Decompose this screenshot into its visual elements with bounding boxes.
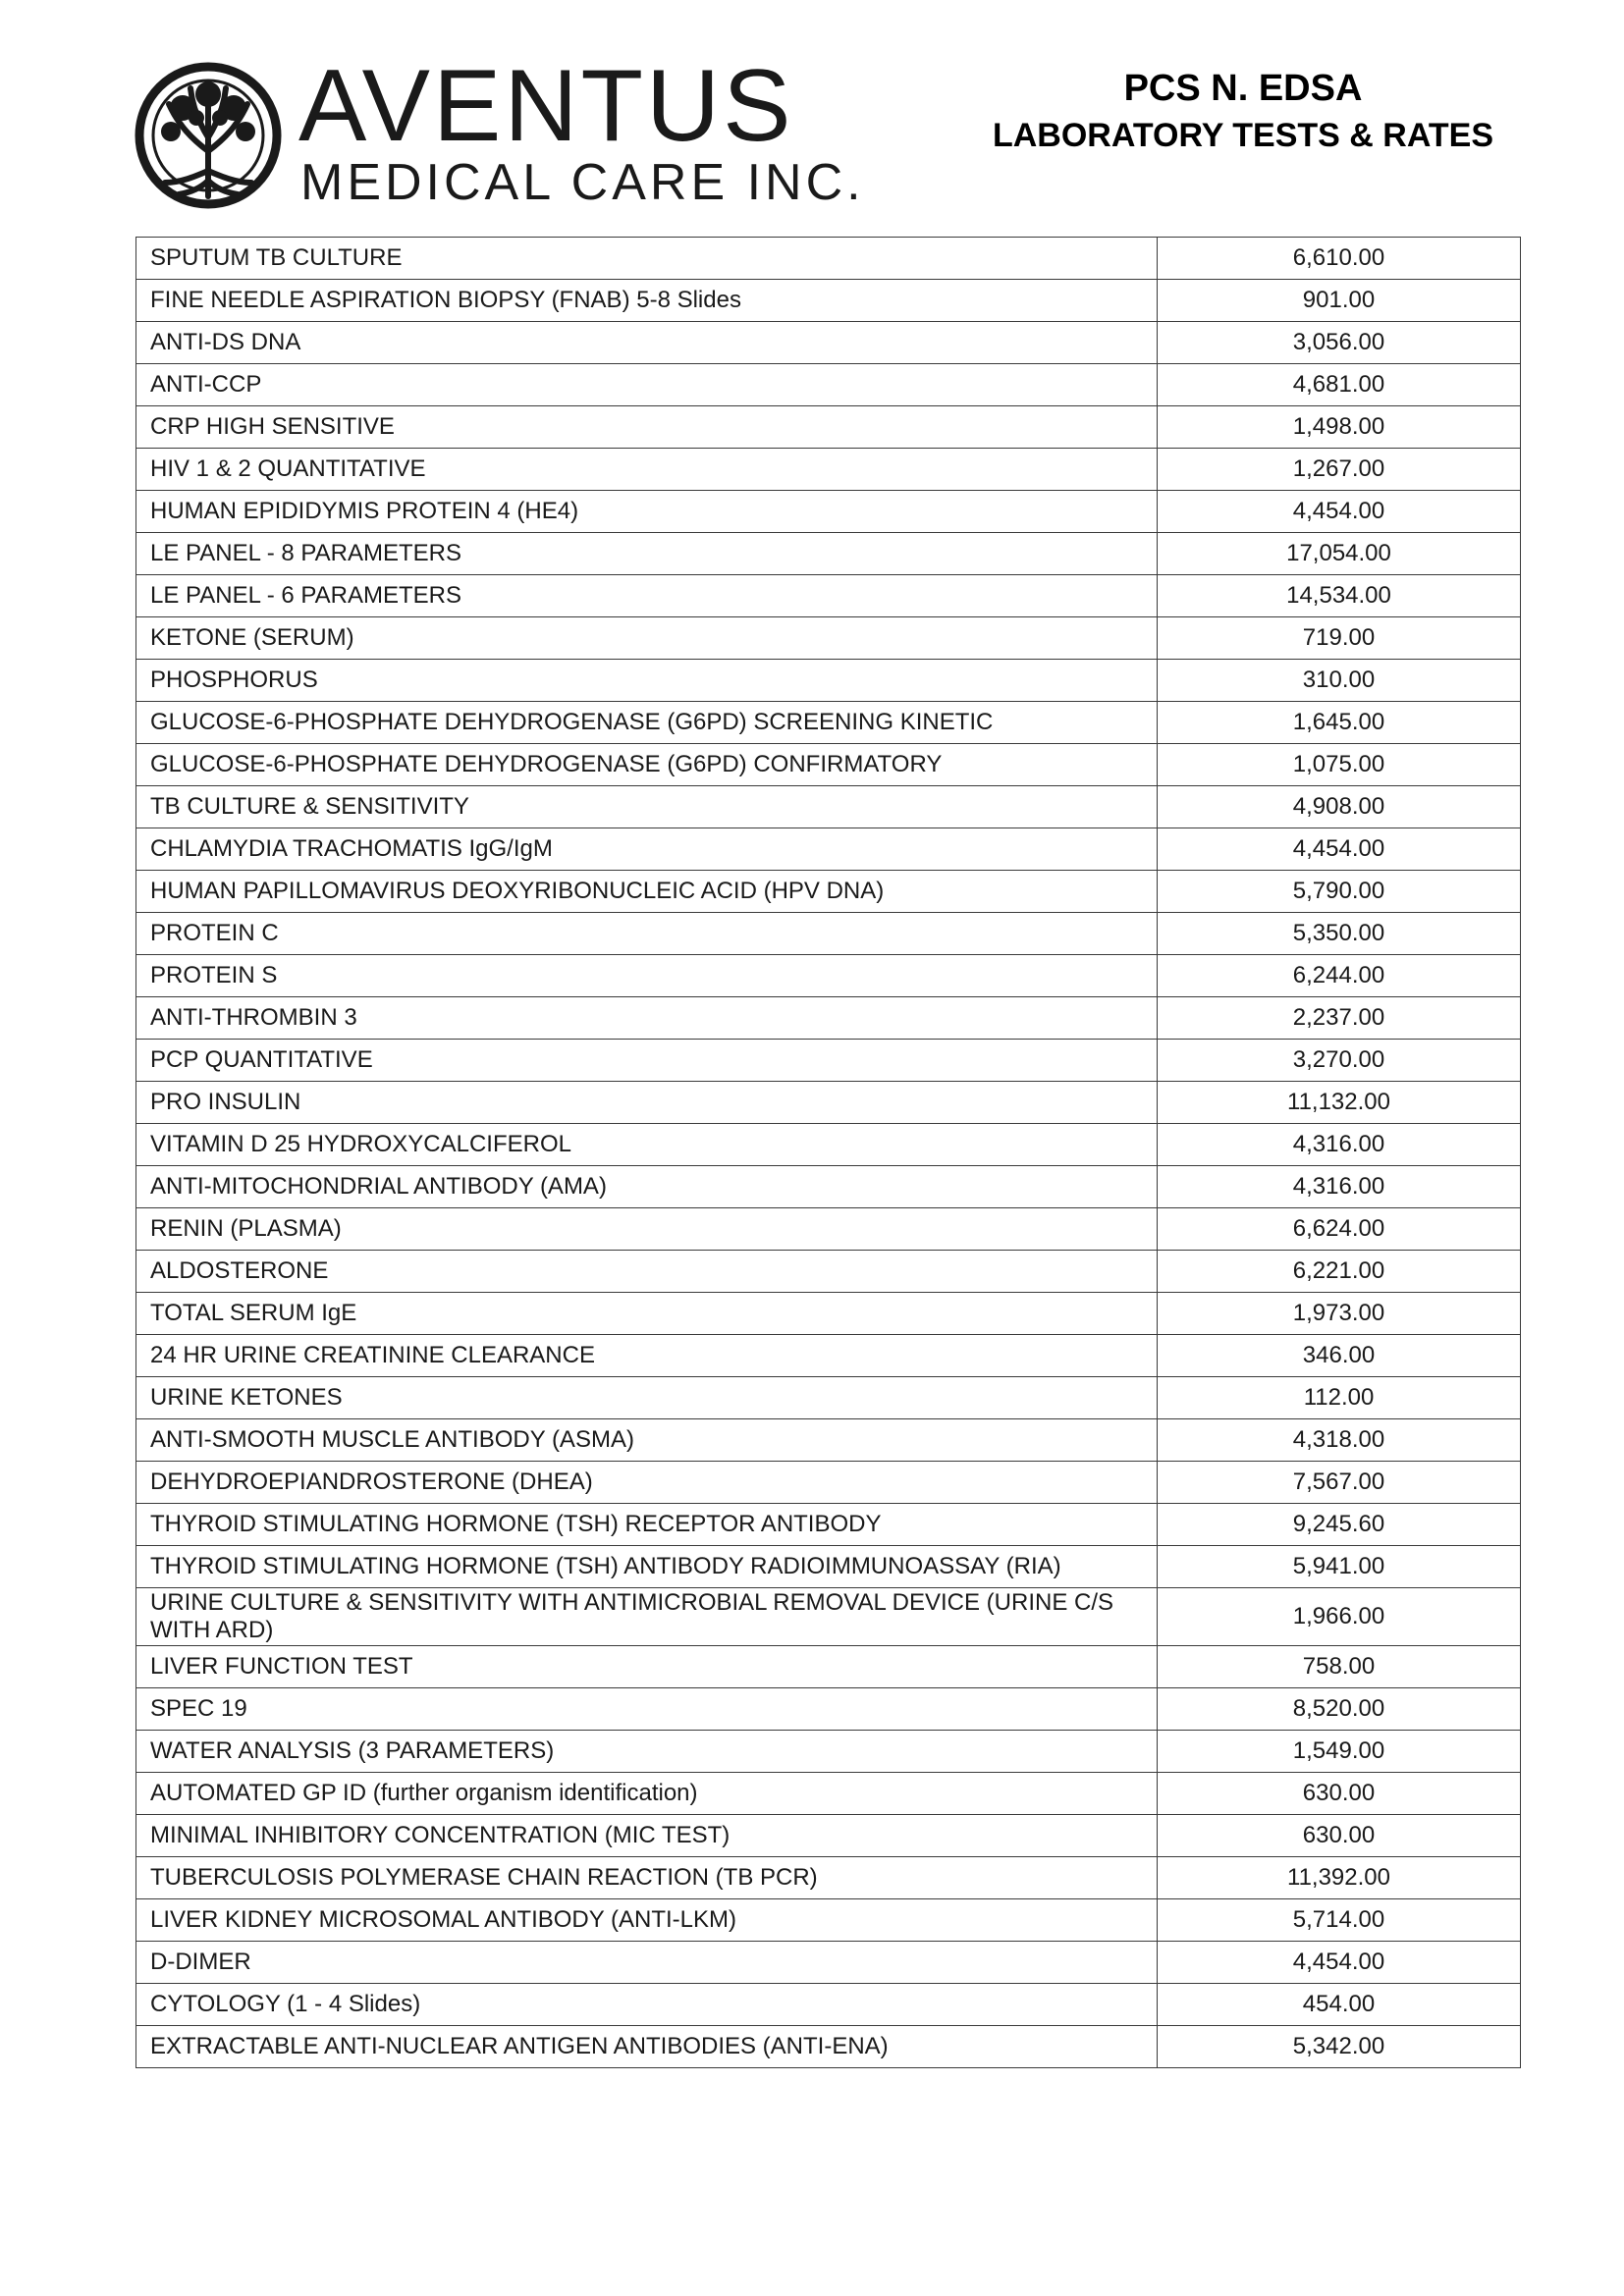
logo-subline: MEDICAL CARE INC. (300, 154, 865, 211)
table-row (136, 871, 1521, 913)
test-name-cell: FINE NEEDLE ASPIRATION BIOPSY (FNAB) 5-8 Slides (136, 280, 1158, 322)
test-rate-cell: 5,941.00 (1158, 1546, 1521, 1588)
test-rate-cell: 8,520.00 (1158, 1688, 1521, 1731)
test-rate-cell: 5,790.00 (1158, 871, 1521, 913)
test-name-cell: ANTI-DS DNA (136, 322, 1158, 364)
test-rate-cell: 5,350.00 (1158, 913, 1521, 955)
table-row (136, 1815, 1521, 1857)
test-name-cell: KETONE (SERUM) (136, 617, 1158, 660)
test-name-cell: CRP HIGH SENSITIVE (136, 406, 1158, 449)
table-row (136, 1335, 1521, 1377)
test-name-cell: PROTEIN C (136, 913, 1158, 955)
test-name-cell: 24 HR URINE CREATININE CLEARANCE (136, 1335, 1158, 1377)
table-row (136, 1293, 1521, 1335)
test-name-cell: PROTEIN S (136, 955, 1158, 997)
table-row (136, 913, 1521, 955)
test-rate-cell: 14,534.00 (1158, 575, 1521, 617)
rates-table-body (136, 238, 1521, 2068)
table-row (136, 744, 1521, 786)
test-rate-cell: 9,245.60 (1158, 1504, 1521, 1546)
table-row (136, 617, 1521, 660)
document-header (943, 65, 1543, 159)
table-row (136, 1646, 1521, 1688)
table-row (136, 1546, 1521, 1588)
branch-name: PCS N. EDSA (1123, 68, 1363, 109)
table-row (136, 1588, 1521, 1646)
test-rate-cell: 1,498.00 (1158, 406, 1521, 449)
table-row (136, 575, 1521, 617)
test-rate-cell: 6,610.00 (1158, 238, 1521, 280)
table-row (136, 1251, 1521, 1293)
table-row (136, 1208, 1521, 1251)
test-rate-cell: 4,318.00 (1158, 1419, 1521, 1462)
table-row (136, 997, 1521, 1040)
test-name-cell: PRO INSULIN (136, 1082, 1158, 1124)
test-name-cell: PHOSPHORUS (136, 660, 1158, 702)
table-row (136, 1773, 1521, 1815)
test-rate-cell: 3,270.00 (1158, 1040, 1521, 1082)
test-name-cell: PCP QUANTITATIVE (136, 1040, 1158, 1082)
table-row (136, 449, 1521, 491)
test-rate-cell: 1,549.00 (1158, 1731, 1521, 1773)
table-row (136, 1082, 1521, 1124)
test-rate-cell: 346.00 (1158, 1335, 1521, 1377)
test-rate-cell: 6,624.00 (1158, 1208, 1521, 1251)
test-rate-cell: 1,645.00 (1158, 702, 1521, 744)
test-name-cell: ANTI-CCP (136, 364, 1158, 406)
table-row (136, 1731, 1521, 1773)
test-name-cell: MINIMAL INHIBITORY CONCENTRATION (MIC TEST) (136, 1815, 1158, 1857)
test-rate-cell: 1,267.00 (1158, 449, 1521, 491)
test-name-cell: TB CULTURE & SENSITIVITY (136, 786, 1158, 828)
table-row (136, 1899, 1521, 1942)
test-name-cell: ANTI-THROMBIN 3 (136, 997, 1158, 1040)
test-rate-cell: 1,075.00 (1158, 744, 1521, 786)
logo-wordmark: AVENTUS (298, 49, 794, 163)
test-name-cell: ALDOSTERONE (136, 1251, 1158, 1293)
test-rate-cell: 310.00 (1158, 660, 1521, 702)
table-row (136, 533, 1521, 575)
table-row (136, 1942, 1521, 1984)
test-name-cell: AUTOMATED GP ID (further organism identification) (136, 1773, 1158, 1815)
test-rate-cell: 7,567.00 (1158, 1462, 1521, 1504)
test-rate-cell: 630.00 (1158, 1773, 1521, 1815)
test-rate-cell: 4,454.00 (1158, 828, 1521, 871)
table-row (136, 955, 1521, 997)
table-row (136, 786, 1521, 828)
test-rate-cell: 454.00 (1158, 1984, 1521, 2026)
test-rate-cell: 4,908.00 (1158, 786, 1521, 828)
test-rate-cell: 719.00 (1158, 617, 1521, 660)
test-name-cell: VITAMIN D 25 HYDROXYCALCIFEROL (136, 1124, 1158, 1166)
test-rate-cell: 3,056.00 (1158, 322, 1521, 364)
test-name-cell: TUBERCULOSIS POLYMERASE CHAIN REACTION (TB PCR) (136, 1857, 1158, 1899)
test-rate-cell: 630.00 (1158, 1815, 1521, 1857)
table-row (136, 1462, 1521, 1504)
rates-table (135, 237, 1521, 2068)
test-rate-cell: 2,237.00 (1158, 997, 1521, 1040)
table-row (136, 828, 1521, 871)
company-logo (134, 49, 865, 211)
test-rate-cell: 901.00 (1158, 280, 1521, 322)
table-row (136, 364, 1521, 406)
test-name-cell: GLUCOSE-6-PHOSPHATE DEHYDROGENASE (G6PD) CONFIRMATORY (136, 744, 1158, 786)
test-name-cell: LE PANEL - 8 PARAMETERS (136, 533, 1158, 575)
table-row (136, 1504, 1521, 1546)
test-rate-cell: 1,973.00 (1158, 1293, 1521, 1335)
table-row (136, 1040, 1521, 1082)
page-title: LABORATORY TESTS & RATES (992, 117, 1494, 154)
test-name-cell: HIV 1 & 2 QUANTITATIVE (136, 449, 1158, 491)
table-row (136, 491, 1521, 533)
table-row (136, 322, 1521, 364)
table-row (136, 1857, 1521, 1899)
test-name-cell: THYROID STIMULATING HORMONE (TSH) ANTIBODY RADIOIMMUNOASSAY (RIA) (136, 1546, 1158, 1588)
table-row (136, 238, 1521, 280)
table-row (136, 280, 1521, 322)
tree-of-life-icon (134, 61, 283, 210)
table-row (136, 1166, 1521, 1208)
test-rate-cell: 11,392.00 (1158, 1857, 1521, 1899)
table-row (136, 406, 1521, 449)
test-name-cell: URINE CULTURE & SENSITIVITY WITH ANTIMICROBIAL REMOVAL DEVICE (URINE C/S WITH ARD) (136, 1588, 1158, 1646)
test-rate-cell: 5,342.00 (1158, 2026, 1521, 2068)
table-row (136, 660, 1521, 702)
test-name-cell: DEHYDROEPIANDROSTERONE (DHEA) (136, 1462, 1158, 1504)
table-row (136, 1984, 1521, 2026)
table-row (136, 1124, 1521, 1166)
test-name-cell: CYTOLOGY (1 - 4 Slides) (136, 1984, 1158, 2026)
test-rate-cell: 4,316.00 (1158, 1124, 1521, 1166)
test-rate-cell: 4,316.00 (1158, 1166, 1521, 1208)
test-rate-cell: 1,966.00 (1158, 1588, 1521, 1646)
table-row (136, 1688, 1521, 1731)
test-name-cell: ANTI-MITOCHONDRIAL ANTIBODY (AMA) (136, 1166, 1158, 1208)
test-name-cell: ANTI-SMOOTH MUSCLE ANTIBODY (ASMA) (136, 1419, 1158, 1462)
table-row (136, 1419, 1521, 1462)
test-name-cell: HUMAN PAPILLOMAVIRUS DEOXYRIBONUCLEIC ACID (HPV DNA) (136, 871, 1158, 913)
table-row (136, 702, 1521, 744)
test-name-cell: RENIN (PLASMA) (136, 1208, 1158, 1251)
test-name-cell: LE PANEL - 6 PARAMETERS (136, 575, 1158, 617)
test-rate-cell: 112.00 (1158, 1377, 1521, 1419)
test-name-cell: URINE KETONES (136, 1377, 1158, 1419)
test-rate-cell: 17,054.00 (1158, 533, 1521, 575)
test-rate-cell: 4,454.00 (1158, 1942, 1521, 1984)
test-rate-cell: 11,132.00 (1158, 1082, 1521, 1124)
test-rate-cell: 758.00 (1158, 1646, 1521, 1688)
test-rate-cell: 4,454.00 (1158, 491, 1521, 533)
test-rate-cell: 5,714.00 (1158, 1899, 1521, 1942)
table-row (136, 1377, 1521, 1419)
test-name-cell: WATER ANALYSIS (3 PARAMETERS) (136, 1731, 1158, 1773)
table-row (136, 2026, 1521, 2068)
test-rate-cell: 6,244.00 (1158, 955, 1521, 997)
test-name-cell: CHLAMYDIA TRACHOMATIS IgG/IgM (136, 828, 1158, 871)
test-name-cell: THYROID STIMULATING HORMONE (TSH) RECEPTOR ANTIBODY (136, 1504, 1158, 1546)
test-name-cell: D-DIMER (136, 1942, 1158, 1984)
test-name-cell: EXTRACTABLE ANTI-NUCLEAR ANTIGEN ANTIBODIES (ANTI-ENA) (136, 2026, 1158, 2068)
test-name-cell: TOTAL SERUM IgE (136, 1293, 1158, 1335)
test-rate-cell: 6,221.00 (1158, 1251, 1521, 1293)
test-name-cell: LIVER KIDNEY MICROSOMAL ANTIBODY (ANTI-LKM) (136, 1899, 1158, 1942)
test-name-cell: SPEC 19 (136, 1688, 1158, 1731)
test-name-cell: SPUTUM TB CULTURE (136, 238, 1158, 280)
test-name-cell: LIVER FUNCTION TEST (136, 1646, 1158, 1688)
test-name-cell: HUMAN EPIDIDYMIS PROTEIN 4 (HE4) (136, 491, 1158, 533)
test-name-cell: GLUCOSE-6-PHOSPHATE DEHYDROGENASE (G6PD) SCREENING KINETIC (136, 702, 1158, 744)
test-rate-cell: 4,681.00 (1158, 364, 1521, 406)
